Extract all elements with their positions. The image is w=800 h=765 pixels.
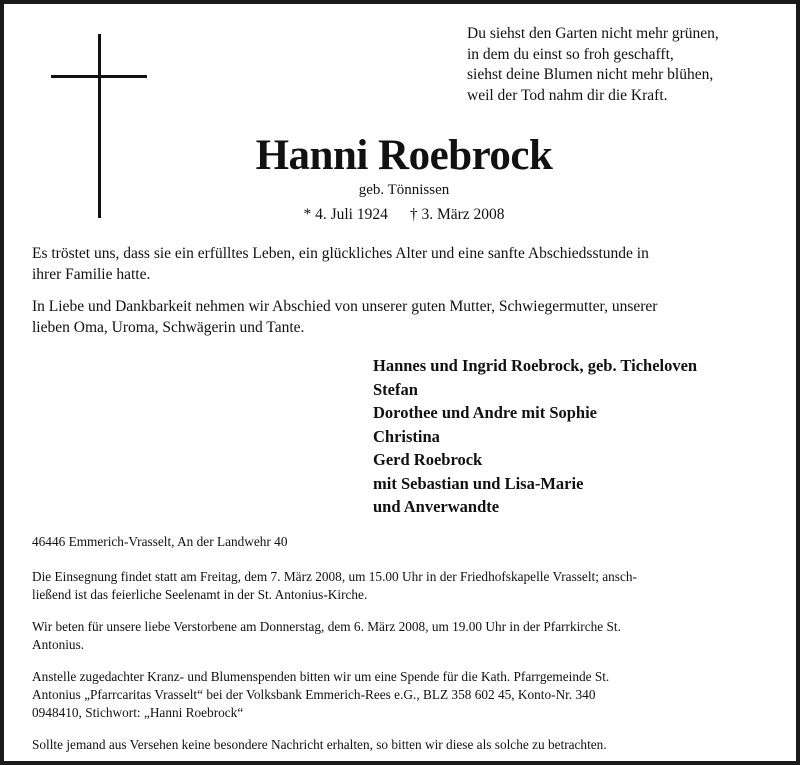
info-line: Antonius. [32, 637, 85, 652]
death-date: † 3. März 2008 [409, 206, 505, 223]
comfort-paragraph [32, 244, 782, 285]
birth-name: geb. Tönnissen [358, 182, 450, 198]
family-member: Dorothee und Andre mit Sophie [373, 403, 598, 422]
family-signatures [373, 354, 793, 519]
life-dates [4, 205, 800, 225]
info-line: Wir beten für unsere liebe Verstorbene am Donnerstag, dem 6. März 2008, um 19.00 Uhr in der Pfarrkirche St. [32, 619, 621, 634]
paragraph-line: lieben Oma, Uroma, Schwägerin und Tante. [32, 318, 305, 336]
poem-line: Du siehst den Garten nicht mehr grünen, [467, 25, 719, 42]
paragraph-line: Es tröstet uns, dass sie ein erfülltes Leben, ein glückliches Alter und eine sanfte Abschiedsstunde in [32, 245, 649, 262]
closing-notice: Sollte jemand aus Versehen keine besondere Nachricht erhalten, so bitten wir diese als solche zu betrachten. [32, 737, 607, 752]
prayer-info [32, 618, 780, 654]
consecration-info [32, 568, 780, 604]
poem-line: siehst deine Blumen nicht mehr blühen, [467, 66, 714, 83]
deceased-name: Hanni Roebrock [255, 132, 553, 179]
family-member: Hannes und Ingrid Roebrock, geb. Ticheloven [373, 356, 698, 375]
poem-line: weil der Tod nahm dir die Kraft. [467, 86, 668, 104]
info-line: 0948410, Stichwort: „Hanni Roebrock“ [32, 705, 244, 720]
birth-date: * 4. Juli 1924 [303, 206, 388, 223]
cross-icon-bar [51, 75, 147, 78]
address: 46446 Emmerich-Vrasselt, An der Landwehr 40 [32, 534, 288, 549]
family-member: Gerd Roebrock [373, 450, 483, 469]
donation-info [32, 668, 780, 722]
family-member: mit Sebastian und Lisa-Marie [373, 473, 584, 493]
farewell-paragraph [32, 297, 782, 338]
info-line: Antonius „Pfarrcaritas Vrasselt“ bei der Volksbank Emmerich-Rees e.G., BLZ 358 602 45, Konto-Nr. 340 [32, 687, 596, 702]
family-member: Christina [373, 426, 440, 446]
info-line: Die Einsegnung findet statt am Freitag, dem 7. März 2008, um 15.00 Uhr in der Friedhofskapelle Vrasselt; ansch- [32, 569, 637, 584]
paragraph-line: ihrer Familie hatte. [32, 265, 151, 283]
memorial-poem [467, 24, 787, 106]
info-line: Anstelle zugedachter Kranz- und Blumenspenden bitten wir um eine Spende für die Kath. Pfarrgemeinde St. [32, 669, 610, 684]
paragraph-line: In Liebe und Dankbarkeit nehmen wir Abschied von unserer guten Mutter, Schwiegermutter, unserer [32, 298, 658, 315]
family-member: und Anverwandte [373, 497, 500, 516]
poem-line: in dem du einst so froh geschafft, [467, 45, 674, 63]
info-line: ließend ist das feierliche Seelenamt in der St. Antonius-Kirche. [32, 587, 368, 602]
family-member: Stefan [373, 379, 418, 399]
